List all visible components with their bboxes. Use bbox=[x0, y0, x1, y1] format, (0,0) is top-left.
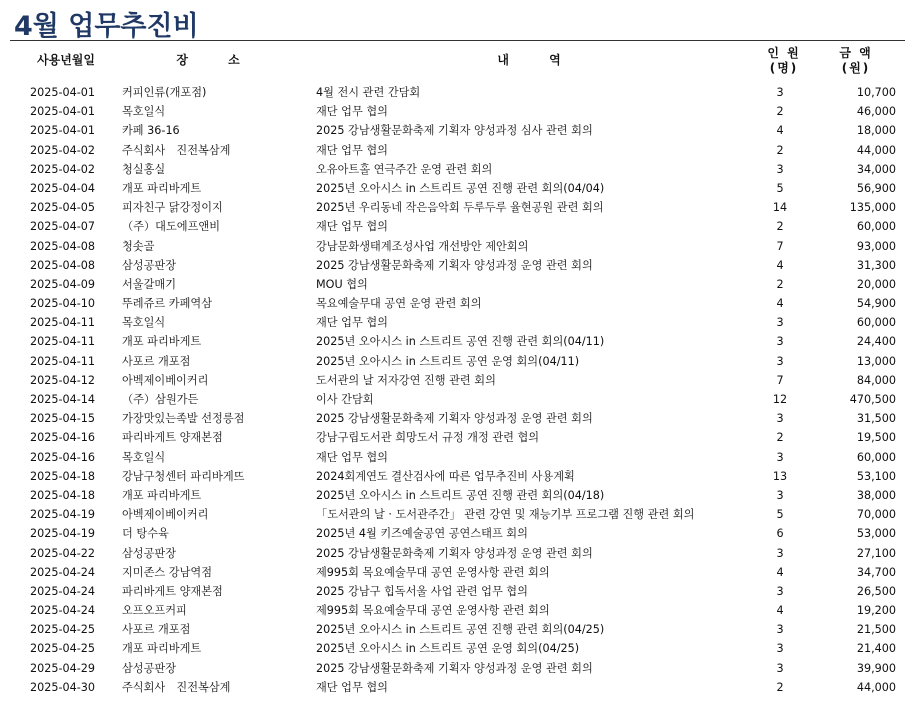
page-title: 4월 업무추진비 bbox=[14, 11, 199, 42]
cell-amount: 10,700 bbox=[856, 86, 896, 99]
cell-amount: 60,000 bbox=[856, 220, 896, 234]
cell-date: 2025-04-09 bbox=[30, 277, 96, 291]
cell-description: 2025년 오아시스 in 스트리트 공연 진행 관련 회의(04/18) bbox=[316, 488, 605, 502]
header-description: 내 역 bbox=[497, 53, 579, 67]
table-row bbox=[0, 659, 912, 678]
cell-date: 2025-04-22 bbox=[30, 546, 96, 560]
cell-amount: 21,500 bbox=[856, 623, 896, 637]
cell-description: 2025 강남구 힙독서울 사업 관련 업무 협의 bbox=[316, 584, 528, 598]
cell-place: 커피인류(개포점) bbox=[122, 86, 207, 99]
cell-people: 4 bbox=[776, 604, 784, 618]
cell-people: 6 bbox=[776, 527, 784, 541]
table-row bbox=[0, 160, 912, 179]
cell-date: 2025-04-16 bbox=[30, 431, 96, 445]
cell-description: 2025 강남생활문화축제 기획자 양성과정 운영 관련 회의 bbox=[316, 546, 593, 560]
cell-amount: 39,900 bbox=[856, 661, 896, 675]
table-row bbox=[0, 217, 912, 236]
header-amount-label: 금 액 bbox=[839, 46, 873, 60]
table-row bbox=[0, 102, 912, 121]
header-amount-unit: (원) bbox=[841, 61, 871, 75]
cell-people: 4 bbox=[776, 124, 784, 138]
cell-description: 2025년 오아시스 in 스트리트 공연 진행 관련 회의(04/04) bbox=[316, 181, 605, 195]
cell-place: 목호일식 bbox=[122, 105, 166, 119]
cell-people: 2 bbox=[776, 220, 784, 234]
cell-description: 재단 업무 협의 bbox=[316, 680, 388, 694]
cell-amount: 19,500 bbox=[856, 431, 896, 445]
cell-place: 파리바게트 양재본점 bbox=[122, 431, 223, 445]
cell-people: 12 bbox=[772, 393, 788, 406]
cell-people: 3 bbox=[776, 335, 784, 349]
cell-amount: 27,100 bbox=[856, 546, 896, 560]
cell-people: 3 bbox=[776, 86, 784, 99]
cell-people: 7 bbox=[776, 373, 784, 387]
header-people bbox=[758, 46, 810, 76]
cell-description: 이사 간담회 bbox=[316, 393, 374, 406]
cell-people: 3 bbox=[776, 546, 784, 560]
cell-people: 5 bbox=[776, 181, 784, 195]
cell-place: 지미존스 강남역점 bbox=[122, 565, 213, 579]
cell-amount: 53,000 bbox=[856, 527, 896, 541]
cell-date: 2025-04-18 bbox=[30, 488, 96, 502]
cell-description: 재단 업무 협의 bbox=[316, 105, 388, 119]
cell-place: 개포 파리바게트 bbox=[122, 335, 202, 349]
table-row bbox=[0, 141, 912, 160]
table-row bbox=[0, 678, 912, 697]
cell-people: 3 bbox=[776, 162, 784, 176]
cell-description: 강남문화생태계조성사업 개선방안 제안회의 bbox=[316, 239, 529, 253]
cell-amount: 53,100 bbox=[856, 469, 896, 483]
cell-amount: 34,700 bbox=[856, 565, 896, 579]
cell-people: 2 bbox=[776, 143, 784, 157]
cell-date: 2025-04-02 bbox=[30, 143, 96, 157]
cell-date: 2025-04-01 bbox=[30, 105, 96, 119]
cell-people: 3 bbox=[776, 354, 784, 368]
cell-place: 삼성공판장 bbox=[122, 546, 177, 560]
cell-description: MOU 협의 bbox=[316, 277, 368, 291]
cell-people: 13 bbox=[772, 469, 788, 483]
cell-amount: 56,900 bbox=[856, 181, 896, 195]
table-row bbox=[0, 448, 912, 467]
cell-amount: 24,400 bbox=[856, 335, 896, 349]
cell-people: 2 bbox=[776, 277, 784, 291]
cell-description: 2025년 우리동네 작은음악회 두루두루 율현공원 관련 회의 bbox=[316, 201, 604, 215]
cell-place: 목호일식 bbox=[122, 316, 166, 330]
cell-date: 2025-04-11 bbox=[30, 316, 96, 330]
table-row bbox=[0, 83, 912, 102]
cell-date: 2025-04-18 bbox=[30, 469, 96, 483]
cell-place: 주식회사 진전복삼계 bbox=[122, 680, 231, 694]
cell-amount: 46,000 bbox=[856, 105, 896, 119]
table-row bbox=[0, 294, 912, 313]
cell-place: 강남구청센터 파리바게뜨 bbox=[122, 469, 245, 483]
cell-date: 2025-04-30 bbox=[30, 680, 96, 694]
cell-place: 가장맛있는족발 선정릉점 bbox=[122, 412, 245, 426]
cell-amount: 54,900 bbox=[856, 297, 896, 311]
cell-description: 2025년 오아시스 in 스트리트 공연 진행 관련 회의(04/25) bbox=[316, 623, 605, 637]
cell-date: 2025-04-19 bbox=[30, 527, 96, 541]
cell-description: 목요예술무대 공연 운영 관련 회의 bbox=[316, 297, 482, 311]
cell-date: 2025-04-16 bbox=[30, 450, 96, 464]
cell-date: 2025-04-11 bbox=[30, 354, 96, 368]
cell-people: 4 bbox=[776, 258, 784, 272]
cell-place: 사포르 개포점 bbox=[122, 354, 191, 368]
cell-place: 청솟골 bbox=[122, 239, 155, 253]
table-row bbox=[0, 198, 912, 217]
cell-date: 2025-04-25 bbox=[30, 623, 96, 637]
cell-date: 2025-04-25 bbox=[30, 642, 96, 656]
table-row bbox=[0, 352, 912, 371]
cell-people: 2 bbox=[776, 680, 784, 694]
cell-amount: 38,000 bbox=[856, 488, 896, 502]
cell-description: 제995회 목요예술무대 공연 운영사항 관련 회의 bbox=[316, 565, 550, 579]
cell-date: 2025-04-11 bbox=[30, 335, 96, 349]
cell-description: 「도서관의 날 · 도서관주간」 관련 강연 및 재능기부 프로그램 진행 관련 회의 bbox=[316, 508, 695, 522]
table-row bbox=[0, 505, 912, 524]
cell-place: 개포 파리바게트 bbox=[122, 181, 202, 195]
cell-place: 사포르 개포점 bbox=[122, 623, 191, 637]
cell-people: 3 bbox=[776, 488, 784, 502]
cell-description: 재단 업무 협의 bbox=[316, 143, 388, 157]
cell-amount: 70,000 bbox=[856, 508, 896, 522]
cell-date: 2025-04-08 bbox=[30, 258, 96, 272]
cell-amount: 21,400 bbox=[856, 642, 896, 656]
cell-date: 2025-04-29 bbox=[30, 661, 96, 675]
cell-amount: 34,000 bbox=[856, 162, 896, 176]
cell-place: 카페 36-16 bbox=[122, 124, 180, 138]
cell-date: 2025-04-24 bbox=[30, 565, 96, 579]
cell-date: 2025-04-01 bbox=[30, 86, 96, 99]
cell-description: 2025년 오아시스 in 스트리트 공연 운영 회의(04/11) bbox=[316, 354, 580, 368]
cell-date: 2025-04-24 bbox=[30, 604, 96, 618]
cell-place: 개포 파리바게트 bbox=[122, 642, 202, 656]
cell-date: 2025-04-02 bbox=[30, 162, 96, 176]
cell-description: 2025년 오아시스 in 스트리트 공연 진행 관련 회의(04/11) bbox=[316, 335, 605, 349]
table-row bbox=[0, 544, 912, 563]
cell-description: 재단 업무 협의 bbox=[316, 316, 388, 330]
cell-description: 재단 업무 협의 bbox=[316, 450, 388, 464]
cell-date: 2025-04-05 bbox=[30, 201, 96, 215]
table-row bbox=[0, 467, 912, 486]
cell-amount: 135,000 bbox=[849, 201, 896, 215]
cell-people: 7 bbox=[776, 239, 784, 253]
cell-description: 도서관의 날 저자강연 진행 관련 회의 bbox=[316, 373, 496, 387]
cell-place: 피자친구 닭강정이지 bbox=[122, 201, 223, 215]
cell-date: 2025-04-15 bbox=[30, 412, 96, 426]
cell-people: 2 bbox=[776, 431, 784, 445]
cell-amount: 44,000 bbox=[856, 143, 896, 157]
cell-people: 3 bbox=[776, 450, 784, 464]
cell-people: 4 bbox=[776, 565, 784, 579]
cell-amount: 13,000 bbox=[856, 354, 896, 368]
table-row bbox=[0, 313, 912, 332]
table-row bbox=[0, 390, 912, 409]
cell-people: 14 bbox=[772, 201, 788, 215]
cell-amount: 31,500 bbox=[856, 412, 896, 426]
table-row bbox=[0, 237, 912, 256]
table-row bbox=[0, 524, 912, 543]
cell-date: 2025-04-10 bbox=[30, 297, 96, 311]
cell-description: 4월 전시 관련 간담회 bbox=[316, 86, 421, 99]
cell-amount: 84,000 bbox=[856, 373, 896, 387]
table-row bbox=[0, 620, 912, 639]
expense-table-body bbox=[0, 83, 912, 697]
table-row bbox=[0, 179, 912, 198]
cell-people: 3 bbox=[776, 642, 784, 656]
header-date: 사용년월일 bbox=[37, 53, 95, 67]
cell-amount: 60,000 bbox=[856, 450, 896, 464]
cell-date: 2025-04-04 bbox=[30, 181, 96, 195]
cell-people: 3 bbox=[776, 316, 784, 330]
cell-description: 2025 강남생활문화축제 기획자 양성과정 운영 관련 회의 bbox=[316, 412, 593, 426]
title-divider bbox=[10, 40, 905, 41]
cell-place: 삼성공판장 bbox=[122, 661, 177, 675]
cell-description: 강남구립도서관 희망도서 규정 개정 관련 협의 bbox=[316, 431, 540, 445]
cell-amount: 44,000 bbox=[856, 680, 896, 694]
cell-amount: 18,000 bbox=[856, 124, 896, 138]
cell-amount: 19,200 bbox=[856, 604, 896, 618]
cell-place: （주）삼원가든 bbox=[122, 393, 199, 406]
table-row bbox=[0, 601, 912, 620]
cell-amount: 26,500 bbox=[856, 584, 896, 598]
cell-date: 2025-04-19 bbox=[30, 508, 96, 522]
header-place: 장 소 bbox=[176, 53, 258, 67]
table-row bbox=[0, 275, 912, 294]
table-row bbox=[0, 582, 912, 601]
table-row bbox=[0, 256, 912, 275]
cell-place: 아벡제이베이커리 bbox=[122, 508, 209, 522]
cell-place: 오프오프커피 bbox=[122, 604, 187, 618]
cell-description: 2025년 4월 키즈예술공연 공연스태프 회의 bbox=[316, 527, 528, 541]
cell-description: 2024회계연도 결산검사에 따른 업무추진비 사용계획 bbox=[316, 469, 575, 483]
table-row bbox=[0, 639, 912, 658]
cell-date: 2025-04-01 bbox=[30, 124, 96, 138]
cell-amount: 60,000 bbox=[856, 316, 896, 330]
cell-description: 2025 강남생활문화축제 기획자 양성과정 운영 관련 회의 bbox=[316, 258, 593, 272]
table-row bbox=[0, 428, 912, 447]
cell-people: 2 bbox=[776, 105, 784, 119]
table-row bbox=[0, 409, 912, 428]
cell-people: 4 bbox=[776, 297, 784, 311]
cell-amount: 470,500 bbox=[849, 393, 896, 406]
cell-place: 파리바게트 양재본점 bbox=[122, 584, 223, 598]
table-row bbox=[0, 121, 912, 140]
cell-people: 5 bbox=[776, 508, 784, 522]
cell-place: 아벡제이베이커리 bbox=[122, 373, 209, 387]
cell-place: 더 탕수육 bbox=[122, 527, 169, 541]
cell-place: 개포 파리바게트 bbox=[122, 488, 202, 502]
cell-date: 2025-04-08 bbox=[30, 239, 96, 253]
cell-place: 삼성공판장 bbox=[122, 258, 177, 272]
table-row bbox=[0, 371, 912, 390]
table-row bbox=[0, 332, 912, 351]
cell-place: 목호일식 bbox=[122, 450, 166, 464]
cell-date: 2025-04-24 bbox=[30, 584, 96, 598]
cell-people: 3 bbox=[776, 623, 784, 637]
cell-amount: 31,300 bbox=[856, 258, 896, 272]
cell-place: 주식회사 진전복삼계 bbox=[122, 143, 231, 157]
header-people-unit: (명) bbox=[769, 61, 799, 75]
cell-place: 뚜레쥬르 카페역삼 bbox=[122, 297, 213, 311]
cell-place: 청실홍실 bbox=[122, 162, 166, 176]
cell-description: 오유아트홀 연극주간 운영 관련 회의 bbox=[316, 162, 493, 176]
header-people-label: 인 원 bbox=[767, 46, 801, 60]
cell-description: 제995회 목요예술무대 공연 운영사항 관련 회의 bbox=[316, 604, 550, 618]
header-amount bbox=[830, 46, 882, 76]
cell-people: 3 bbox=[776, 412, 784, 426]
cell-people: 3 bbox=[776, 584, 784, 598]
cell-amount: 93,000 bbox=[856, 239, 896, 253]
cell-description: 2025 강남생활문화축제 기획자 양성과정 운영 관련 회의 bbox=[316, 661, 593, 675]
table-row bbox=[0, 563, 912, 582]
cell-description: 2025 강남생활문화축제 기획자 양성과정 심사 관련 회의 bbox=[316, 124, 593, 138]
cell-description: 재단 업무 협의 bbox=[316, 220, 388, 234]
cell-date: 2025-04-14 bbox=[30, 393, 96, 406]
cell-place: 서울갈매기 bbox=[122, 277, 177, 291]
cell-description: 2025년 오아시스 in 스트리트 공연 운영 회의(04/25) bbox=[316, 642, 580, 656]
cell-date: 2025-04-07 bbox=[30, 220, 96, 234]
cell-amount: 20,000 bbox=[856, 277, 896, 291]
cell-place: （주）대도에프앤비 bbox=[122, 220, 221, 234]
table-row bbox=[0, 486, 912, 505]
cell-date: 2025-04-12 bbox=[30, 373, 96, 387]
cell-people: 3 bbox=[776, 661, 784, 675]
